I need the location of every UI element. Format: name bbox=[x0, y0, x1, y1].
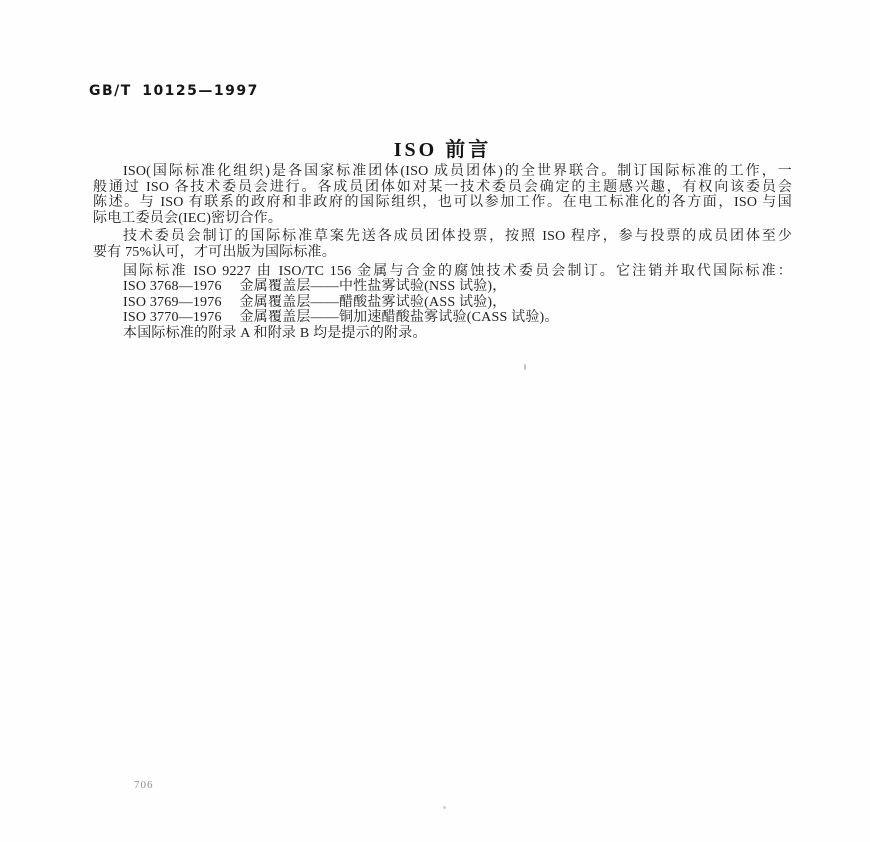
body-text-line: 国际标准 ISO 9227 由 ISO/TC 156 金属与合金的腐蚀技术委员会制订。它注销并取代国际标准： bbox=[123, 263, 792, 279]
scan-speck bbox=[443, 806, 446, 809]
body-text-line: ISO 3770—1976 金属覆盖层——铜加速醋酸盐雾试验(CASS 试验)。 bbox=[123, 310, 559, 326]
body-text-line: ISO 3769—1976 金属覆盖层——醋酸盐雾试验(ASS 试验)， bbox=[123, 294, 507, 310]
body-text-line: 本国际标准的附录 A 和附录 B 均是提示的附录。 bbox=[123, 325, 427, 341]
body-text-line: 际电工委员会(IEC)密切合作。 bbox=[93, 210, 283, 226]
page-title: ISO 前言 bbox=[393, 139, 492, 161]
body-text-line: ISO 3768—1976 金属覆盖层——中性盐雾试验(NSS 试验)， bbox=[123, 279, 507, 295]
body-text-line: 陈述。与 ISO 有联系的政府和非政府的国际组织，也可以参加工作。在电工标准化的各方面，ISO 与国 bbox=[93, 195, 792, 211]
body-text bbox=[93, 164, 792, 342]
standard-number: GB/T 10125—1997 bbox=[89, 83, 259, 99]
page-number: 706 bbox=[134, 779, 154, 791]
body-text-line: 要有 75%认可，才可出版为国际标准。 bbox=[93, 244, 336, 260]
body-text-line: 般通过 ISO 各技术委员会进行。各成员团体如对某一技术委员会确定的主题感兴趣，有权向该委员会 bbox=[93, 179, 792, 195]
body-text-line: ISO(国际标准化组织)是各国家标准团体(ISO 成员团体)的全世界联合。制订国际标准的工作，一 bbox=[123, 164, 792, 179]
body-text-line: 技术委员会制订的国际标准草案先送各成员团体投票，按照 ISO 程序，参与投票的成员团体至少 bbox=[123, 229, 792, 245]
scan-speck bbox=[524, 364, 526, 370]
